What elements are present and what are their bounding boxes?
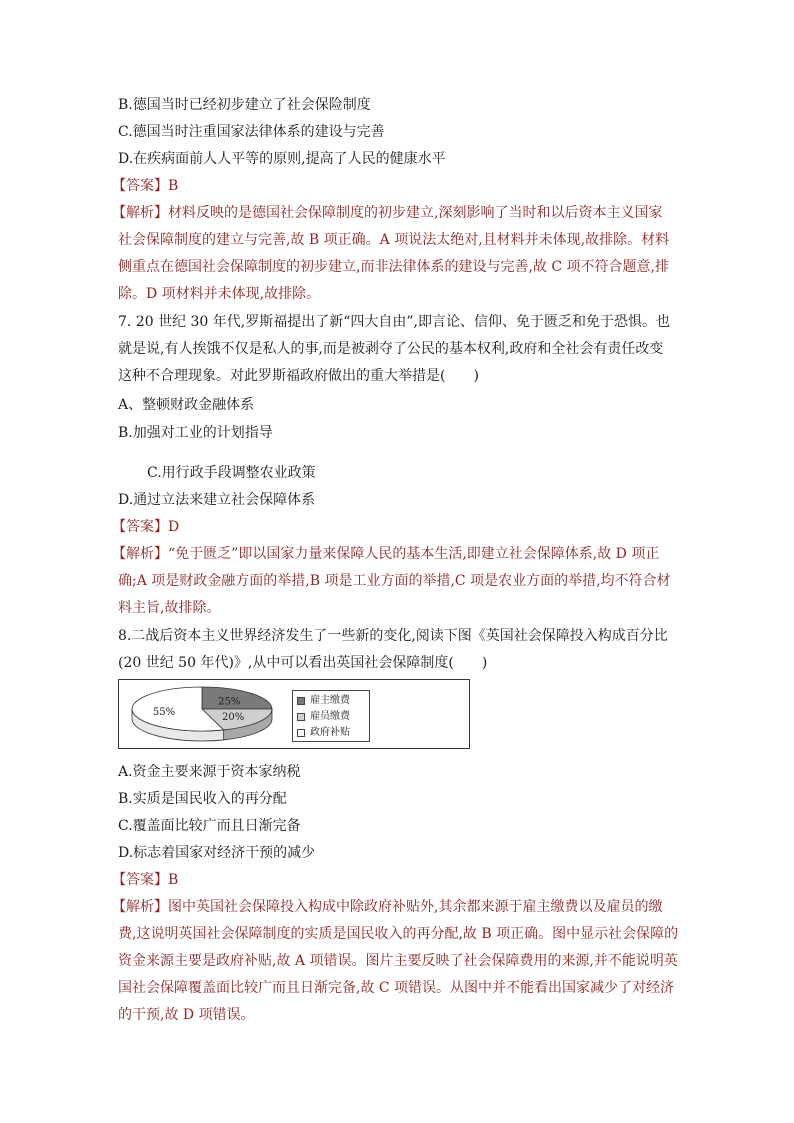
analysis-q7-line1 <box>112 544 659 564</box>
analysis-q7-line3: 料主旨,故排除。 <box>118 600 221 616</box>
question-8-line2: (20 世纪 50 年代)》,从中可以看出英国社会保障制度( ) <box>118 655 488 671</box>
chart-legend <box>292 690 370 742</box>
legend-swatch <box>297 729 305 737</box>
answer-value: B <box>168 178 179 194</box>
legend-label: 政府补贴 <box>310 727 350 738</box>
option-b-q8: B.实质是国民收入的再分配 <box>118 791 287 807</box>
answer-value: B <box>168 872 179 888</box>
option-a-q8: A.资金主要来源于资本家纳税 <box>118 764 301 780</box>
analysis-q6-line3: 侧重点在德国社会保障制度的初步建立,而非法律体系的建设与完善,故 C 项不符合题意,排 <box>118 259 669 275</box>
option-c-q6: C.德国当时注重国家法律体系的建设与完善 <box>118 124 385 140</box>
analysis-label: 【解析】 <box>112 205 168 221</box>
answer-q6 <box>112 176 178 196</box>
analysis-q8-line5: 的干预,故 D 项错误。 <box>118 1007 255 1023</box>
analysis-q6-line2: 社会保障制度的建立与完善,故 B 项正确。A 项说法太绝对,且材料并未体现,故排除。材料 <box>118 232 670 248</box>
answer-value: D <box>168 519 180 535</box>
analysis-label: 【解析】 <box>112 899 168 915</box>
option-d-q6: D.在疾病面前人人平等的原则,提高了人民的健康水平 <box>118 151 446 167</box>
question-7-line2: 就是说,有人挨饿不仅是私人的事,而是被剥夺了公民的基本权利,政府和全社会有责任改变 <box>118 341 664 357</box>
pie-slice-label: 55% <box>152 706 176 718</box>
option-c-q7: C.用行政手段调整农业政策 <box>147 465 316 481</box>
legend-label: 雇主缴费 <box>310 695 350 706</box>
analysis-q8-line3: 资金来源主要是政府补贴,故 A 项错误。图片主要反映了社会保障费用的来源,并不能说明英 <box>118 953 678 969</box>
option-d-q8: D.标志着国家对经济干预的减少 <box>118 845 316 861</box>
analysis-q6-line4: 除。D 项材料并未体现,故排除。 <box>118 286 321 302</box>
option-d-q7: D.通过立法来建立社会保障体系 <box>118 492 316 508</box>
analysis-q8-line1 <box>112 897 662 917</box>
question-7-line1: 7. 20 世纪 30 年代,罗斯福提出了新“四大自由”,即言论、信仰、免于匮乏和免于恐惧。也 <box>118 314 670 330</box>
option-b-q7: B.加强对工业的计划指导 <box>118 425 273 441</box>
legend-swatch <box>297 713 305 721</box>
legend-item <box>297 709 369 725</box>
pie-chart <box>118 679 294 749</box>
analysis-label: 【解析】 <box>112 546 168 562</box>
analysis-q7-line2: 确;A 项是财政金融方面的举措,B 项是工业方面的举措,C 项是农业方面的举措,均不符合材 <box>118 573 671 589</box>
answer-label: 【答案】 <box>112 519 168 535</box>
analysis-q8-line4: 国社会保障覆盖面比较广而且日渐完备,故 C 项错误。从图中并不能看出国家减少了对经济 <box>118 980 675 996</box>
option-c-q8: C.覆盖面比较广而且日渐完备 <box>118 818 301 834</box>
option-b-q6: B.德国当时已经初步建立了社会保险制度 <box>118 97 371 113</box>
answer-q7 <box>112 517 179 537</box>
legend-item <box>297 693 369 709</box>
answer-label: 【答案】 <box>112 872 168 888</box>
answer-label: 【答案】 <box>112 178 168 194</box>
analysis-q6-line1 <box>112 203 662 223</box>
analysis-text: 材料反映的是德国社会保障制度的初步建立,深刻影响了当时和以后资本主义国家 <box>168 205 663 221</box>
legend-swatch <box>297 697 305 705</box>
question-8-line1: 8.二战后资本主义世界经济发生了一些新的变化,阅读下图《英国社会保障投入构成百分比 <box>118 628 668 644</box>
legend-label: 雇员缴费 <box>310 711 350 722</box>
analysis-text: 图中英国社会保障投入构成中除政府补贴外,其余都来源于雇主缴费以及雇员的缴 <box>168 899 663 915</box>
pie-slice-label: 25% <box>218 696 241 708</box>
question-7-line3: 这种不合理现象。对此罗斯福政府做出的重大举措是( ) <box>118 368 479 384</box>
analysis-text: “免于匮乏”即以国家力量来保障人民的基本生活,即建立社会保障体系,故 D 项正 <box>168 546 660 562</box>
option-a-q7: A、整顿财政金融体系 <box>118 397 255 413</box>
pie-slice-label: 20% <box>222 712 245 724</box>
legend-item <box>297 725 369 741</box>
analysis-q8-line2: 费,这说明英国社会保障制度的实质是国民收入的再分配,故 B 项正确。图中显示社会保障的 <box>118 926 679 942</box>
answer-q8 <box>112 870 178 890</box>
